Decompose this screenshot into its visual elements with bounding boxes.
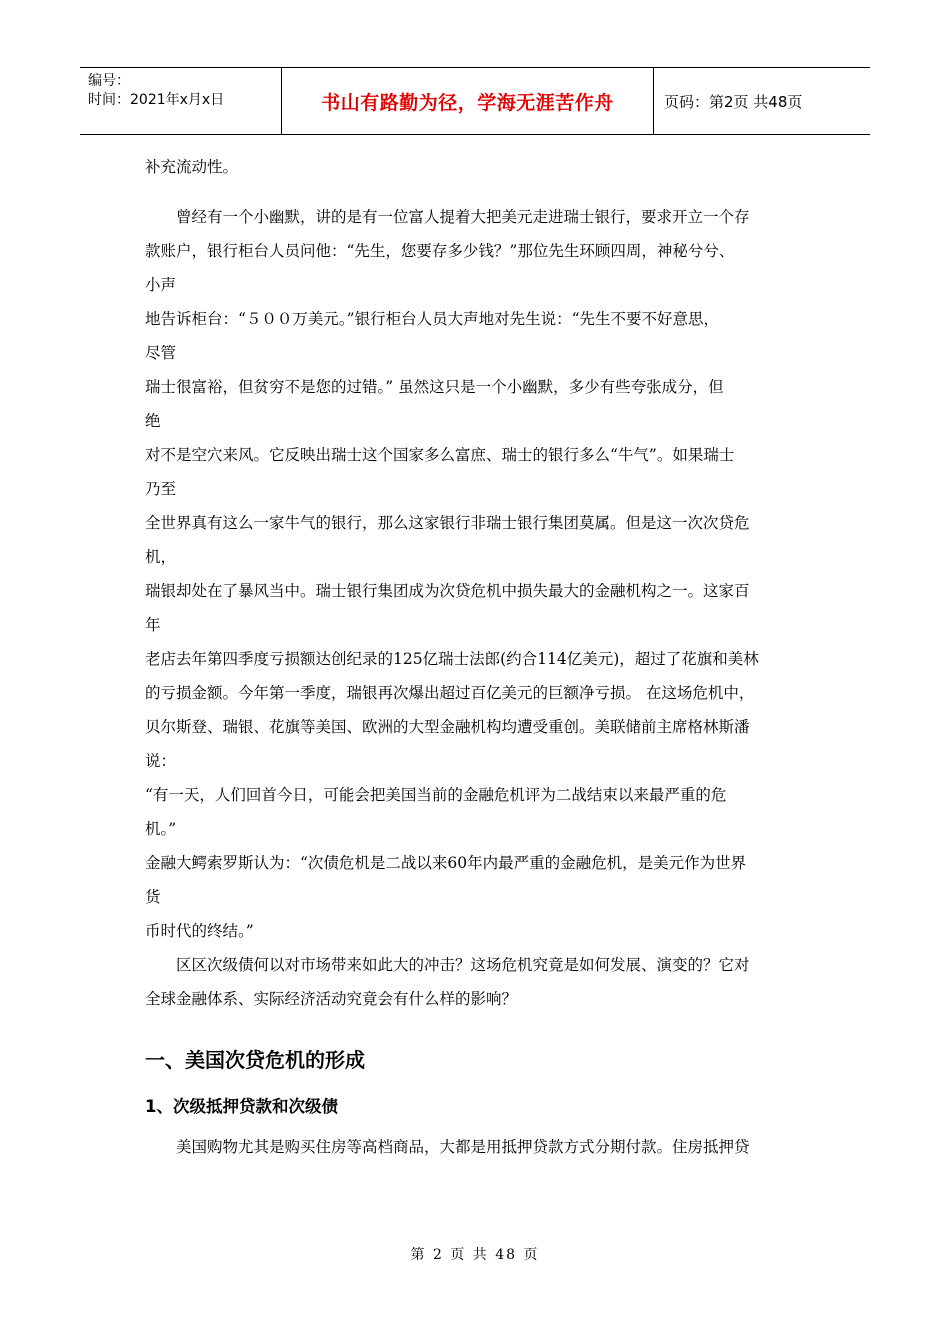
- subsection-heading: 1、次级抵押贷款和次级债: [145, 1097, 338, 1116]
- paragraph-line: 乃至: [145, 480, 177, 498]
- paragraph-line: 的亏损金额。今年第一季度，瑞银再次爆出超过百亿美元的巨额净亏损。 在这场危机中，: [145, 684, 755, 702]
- paragraph-line: 贝尔斯登、瑞银、花旗等美国、欧洲的大型金融机构均遭受重创。美联储前主席格林斯潘: [145, 718, 750, 736]
- paragraph-line: 机，: [145, 548, 177, 566]
- document-body: [145, 150, 810, 1164]
- paragraph-line: 地告诉柜台：“５００万美元。”银行柜台人员大声地对先生说：“先生不要不好意思，: [145, 310, 720, 328]
- paragraph-line: 对不是空穴来风。它反映出瑞士这个国家多么富庶、瑞士的银行多么“牛气”。如果瑞士: [145, 446, 735, 464]
- header-meta-cell: [80, 68, 282, 134]
- paragraph-line: “有一天，人们回首今日，可能会把美国当前的金融危机评为二战结束以来最严重的危: [145, 786, 727, 804]
- paragraph-line: 绝: [145, 412, 161, 430]
- header-page-info: 页码：第2页 共48页: [664, 92, 803, 111]
- header-motto: 书山有路勤为径，学海无涯苦作舟: [321, 91, 614, 114]
- section-heading: 一、美国次贷危机的形成: [145, 1048, 365, 1072]
- paragraph-line: 年: [145, 616, 161, 634]
- paragraph-line: 全世界真有这么一家牛气的银行，那么这家银行非瑞士银行集团莫属。但是这一次次贷危: [145, 514, 750, 532]
- paragraph-line: 机。”: [145, 820, 177, 838]
- paragraph-line: 说：: [145, 752, 177, 770]
- paragraph-line: 美国购物尤其是购买住房等高档商品，大都是用抵押贷款方式分期付款。住房抵押贷: [176, 1138, 750, 1156]
- paragraph-line: 尽管: [145, 344, 177, 362]
- paragraph-line: 货: [145, 888, 161, 906]
- page-header: [80, 67, 870, 135]
- paragraph-line: 补充流动性。: [145, 158, 239, 176]
- paragraph-line: 区区次级债何以对市场带来如此大的冲击？这场危机究竟是如何发展、演变的？它对: [176, 956, 750, 974]
- document-date: 时间：2021年x月x日: [88, 92, 225, 108]
- document-number-label: 编号：: [88, 73, 130, 89]
- paragraph-line: 全球金融体系、实际经济活动究竟会有什么样的影响？: [145, 990, 518, 1008]
- paragraph-line: 小声: [145, 276, 177, 294]
- paragraph-line: 曾经有一个小幽默，讲的是有一位富人提着大把美元走进瑞士银行，要求开立一个存: [176, 208, 750, 226]
- header-motto-cell: [282, 68, 654, 134]
- paragraph-line: 币时代的终结。”: [145, 922, 254, 940]
- paragraph-line: 金融大鳄索罗斯认为：“次债危机是二战以来60年内最严重的金融危机，是美元作为世界: [145, 854, 747, 872]
- paragraph-line: 老店去年第四季度亏损额达创纪录的125亿瑞士法郎(约合114亿美元)，超过了花旗和美林: [145, 650, 759, 668]
- page-footer: 第 2 页 共 48 页: [410, 1247, 540, 1263]
- paragraph-line: 瑞银却处在了暴风当中。瑞士银行集团成为次贷危机中损失最大的金融机构之一。这家百: [145, 582, 750, 600]
- paragraph-line: 款账户，银行柜台人员问他：“先生，您要存多少钱？”那位先生环顾四周，神秘兮兮、: [145, 242, 735, 260]
- header-page-cell: [654, 68, 870, 134]
- paragraph-line: 瑞士很富裕，但贫穷不是您的过错。” 虽然这只是一个小幽默，多少有些夸张成分，但: [145, 378, 724, 396]
